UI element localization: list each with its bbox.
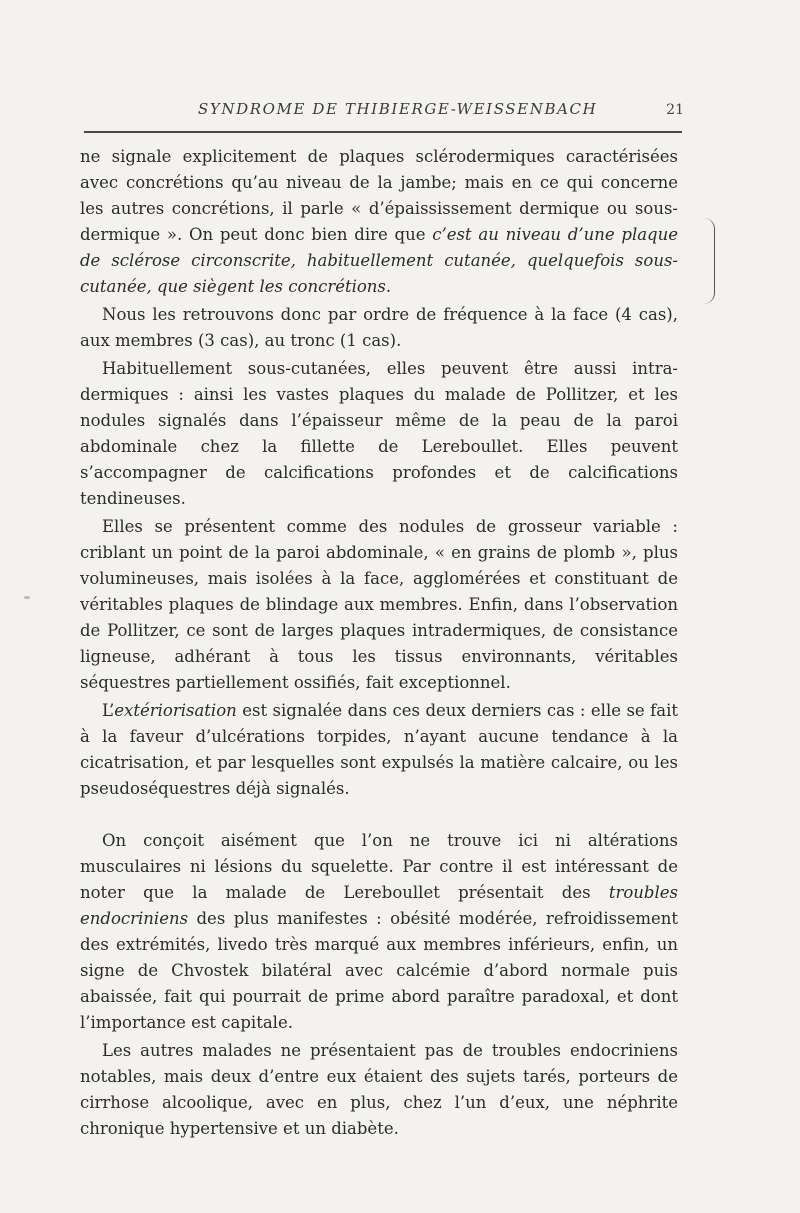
page-number: 21 — [666, 102, 684, 118]
body-text — [80, 144, 678, 1142]
paragraph — [80, 144, 678, 300]
paragraph — [80, 302, 678, 354]
paragraph — [80, 698, 678, 802]
paragraph — [80, 514, 678, 696]
paragraph — [80, 356, 678, 512]
paper-speck — [24, 596, 30, 599]
paragraph-text: Nous les retrouvons donc par ordre de fréquence à la face (4 cas), aux membres (3 cas), au tronc (1 cas). — [80, 305, 678, 350]
paragraph-text: L’ — [102, 701, 115, 720]
paragraph-text: des plus manifestes : obésité modérée, refroidissement des extrémités, livedo très marqué aux membres inférieurs, enfin, un signe de Chvostek bilatéral avec calcémie d’abord normale puis abaissée, fait qui pourrait de prime abord paraître paradoxal, et dont l’importance est capitale. — [80, 909, 678, 1032]
running-title: SYNDROME DE THIBIERGE-WEISSENBACH — [198, 100, 598, 118]
paragraph-text: est signalée dans ces deux derniers cas : elle se fait à la faveur d’ulcérations torpides, n’ayant aucune tendance à la cicatrisation, et par lesquelles sont expulsés la matière calcaire, ou les pseudoséquestres déjà signalés. — [80, 701, 678, 798]
paragraph-italic-text: extériorisation — [114, 701, 237, 720]
paragraph-italic-text: troubles endocriniens — [80, 883, 678, 928]
margin-bracket-mark — [704, 218, 715, 304]
paragraph-text: Les autres malades ne présentaient pas de troubles endocriniens notables, mais deux d’entre eux étaient des sujets tarés, porteurs de cirrhose alcoolique, avec en plus, chez l’un d’eux, une néphrite chronique hypertensive et un diabète. — [80, 1041, 678, 1138]
paragraph-text: ne signale explicitement de plaques sclérodermiques caractérisées avec concrétions qu’au niveau de la jambe; mais en ce qui concerne les autres concrétions, il parle « d’épaississement dermique ou sous-dermique ». On peut donc bien dire que — [80, 147, 678, 244]
header-rule — [84, 131, 682, 133]
paragraph — [80, 1038, 678, 1142]
paragraph-italic-text: c’est au niveau d’une plaque de sclérose circonscrite, habituellement cutanée, quelquefois sous-cutanée, que siègent les concrétions. — [80, 225, 679, 296]
paragraph-text: Elles se présentent comme des nodules de grosseur variable : criblant un point de la paroi abdominale, « en grains de plomb », plus volumineuses, mais isolées à la face, agglomérées et constituant de véritables plaques de blindage aux membres. Enfin, dans l’observation de Pollitzer, ce sont de larges plaques intradermiques, de consistance ligneuse, adhérant à tous les tissus environnants, véritables séquestres partiellement ossifiés, fait exceptionnel. — [80, 517, 678, 692]
paragraph-text: On conçoit aisément que l’on ne trouve ici ni altérations musculaires ni lésions du squelette. Par contre il est intéressant de noter que la malade de Lereboullet présentait des — [80, 831, 678, 902]
paragraph-text: Habituellement sous-cutanées, elles peuvent être aussi intra-dermiques : ainsi les vastes plaques du malade de Pollitzer, et les nodules signalés dans l’épaisseur même de la peau de la paroi abdominale chez la fillette de Lereboullet. Elles peuvent s’accompagner de calcifications profondes et de calcifications tendineuses. — [80, 359, 678, 508]
paragraph — [80, 828, 678, 1036]
running-head — [78, 100, 684, 124]
